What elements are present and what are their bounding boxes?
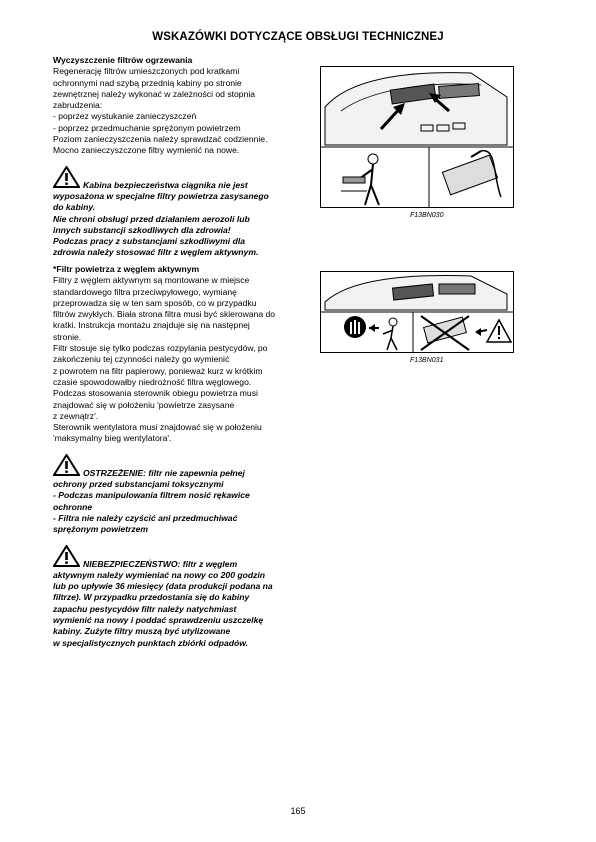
carbon-filter-illustration <box>321 272 513 352</box>
warning-triangle-icon <box>53 454 80 479</box>
figure-cab-filter-cleaning <box>320 66 514 208</box>
section1-heading: Wyczyszczenie filtrów ogrzewania <box>53 55 193 65</box>
page-title: WSKAZÓWKI DOTYCZĄCE OBSŁUGI TECHNICZNEJ <box>152 31 444 43</box>
warning-triangle-icon <box>53 166 80 191</box>
section1-warning: Kabina bezpieczeństwa ciągnika nie jest wyposażona w specjalne filtry powietrza zasysanego do kabiny. Nie chroni obsługi przed działaniem aerozoli lub innych substancji szkodliwych dla zdrowia! Podczas pracy z substancjami szkodliwymi dla zdrowia należy stosować filtr z węglem aktywnym. <box>53 179 269 258</box>
figure1-caption: F13BN030 <box>410 212 444 219</box>
figure-carbon-filter-warnings <box>320 271 514 353</box>
section1-warning-block <box>53 166 315 259</box>
section2-heading: *Filtr powietrza z węglem aktywnym <box>53 264 200 274</box>
section2-warning2-block <box>53 545 315 649</box>
section2-warning1-block <box>53 454 315 536</box>
figure2-caption: F13BN031 <box>410 357 444 364</box>
section-heating-filters <box>53 55 315 259</box>
page-number: 165 <box>290 806 306 816</box>
section1-body: Regenerację filtrów umieszczonych pod kratkami ochronnymi nad szybą przednią kabiny po stronie zewnętrznej należy wykonać w zależności od stopnia zabrudzenia: - poprzez wystukanie zanieczyszczeń - poprzez przedmuchanie sprężonym powietrzem Poziom zanieczyszczenia należy sprawdzać codziennie. Mocno zanieczyszczone filtry wymienić na nowe. <box>53 66 268 156</box>
section-carbon-filter <box>53 264 315 649</box>
section2-warning1: OSTRZEŻENIE: filtr nie zapewnia pełnej ochrony przed substancjami toksycznymi - Podczas manipulowania filtrem nosić rękawice ochronne - Filtra nie należy czyścić ani przedmuchiwać sprężonym powietrzem <box>53 467 250 535</box>
section2-warning2: NIEBEZPIECZEŃSTWO: filtr z węglem aktywnym należy wymieniać na nowy co 200 godzin lub po upływie 36 miesięcy (data produkcji podana na filtrze). W przypadku przedostania się do kabiny zapachu pestycydów filtr należy natychmiast wymienić na nowy i poddać sprawdzeniu uszczelkę kabiny. Zużyte filtry muszą być utylizowane w specjalistycznych punktach zbiórki odpadów. <box>53 558 273 648</box>
warning-triangle-icon <box>53 545 80 570</box>
cab-filter-illustration <box>321 67 513 207</box>
section2-body: Filtry z węglem aktywnym są montowane w miejsce standardowego filtra przeciwpyłowego, wymianę przeprowadza się w ten sam sposób, co w przypadku filtrów zwykłych. Biała strona filtra musi być skierowana do kratki. Instrukcja montażu znajduje się na następnej stronie. Filtr stosuje się tylko podczas rozpylania pestycydów, po zakończeniu tej czynności należy go wymienić z powrotem na filtr papierowy, ponieważ kurz w krótkim czasie spowodowałby niedrożność filtra węglowego. Podczas stosowania sterownik obiegu powietrza musi znajdować się w położeniu 'powietrze zasysane z zewnątrz'. Sterownik wentylatora musi znajdować się w położeniu 'maksymalny bieg wentylatora'. <box>53 275 276 444</box>
